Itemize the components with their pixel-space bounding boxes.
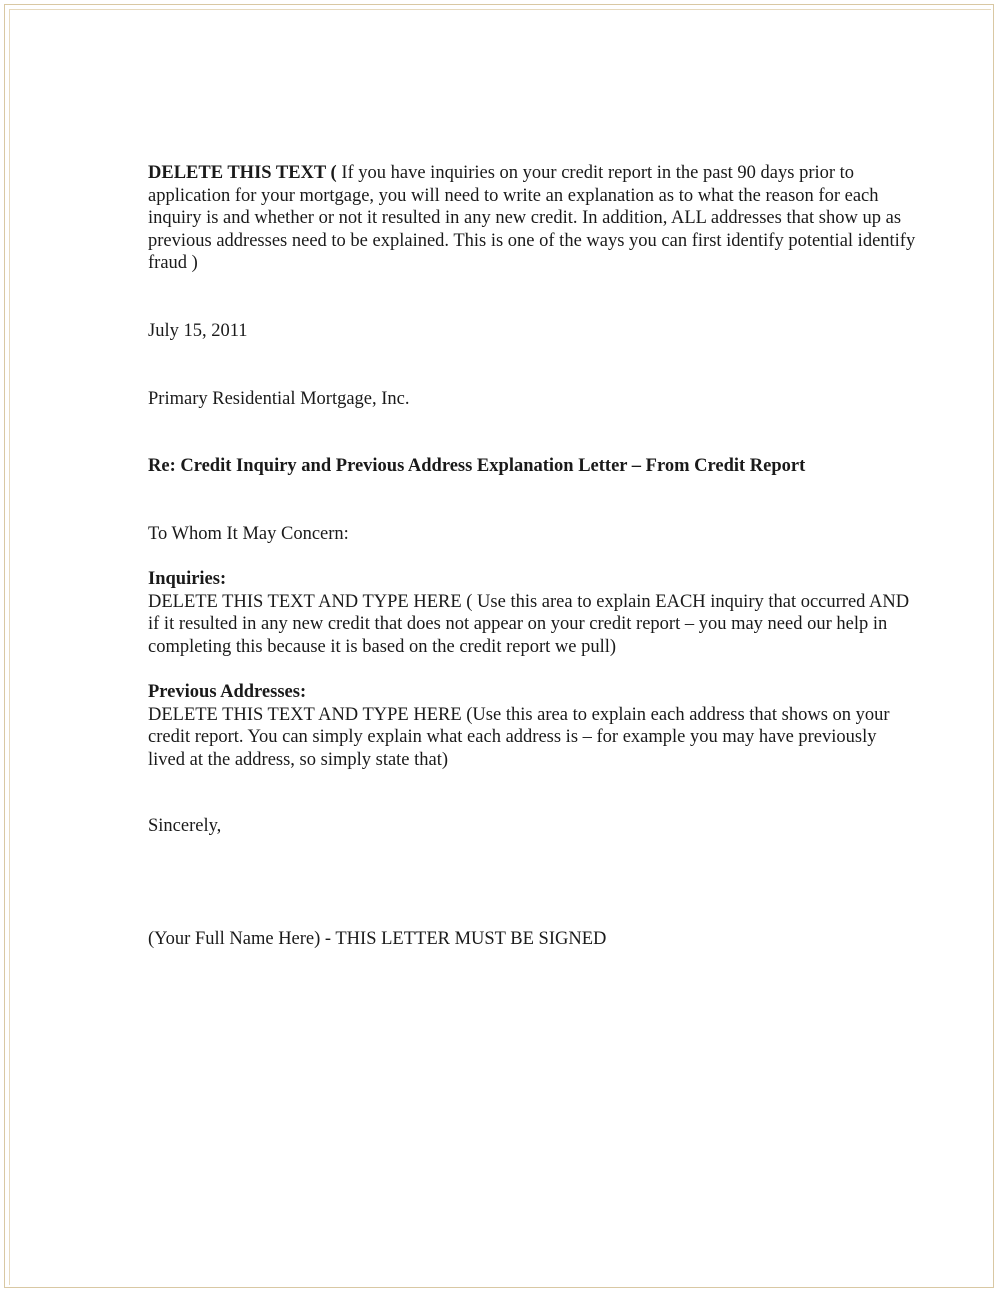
subject-text: Re: Credit Inquiry and Previous Address Explanation Letter – From Credit Report [148,456,806,476]
signature-text: (Your Full Name Here) - THIS LETTER MUST BE SIGNED [148,929,607,949]
salutation-text: To Whom It May Concern: [148,524,349,544]
letter-date [148,320,918,343]
inquiries-heading: Inquiries: [148,569,227,589]
previous-addresses-body: DELETE THIS TEXT AND TYPE HERE (Use this area to explain each address that shows on your credit report. You can simply explain what each address is – for example you may have previously lived at the address, so simply state that) [148,704,890,770]
signature-line [148,928,918,951]
letter-subject [148,455,918,478]
intro-paragraph [148,162,918,275]
previous-addresses-heading: Previous Addresses: [148,682,307,702]
intro-bold-lead: DELETE THIS TEXT ( [148,163,337,183]
closing-text: Sincerely, [148,816,222,836]
letter-recipient [148,388,918,411]
date-text: July 15, 2011 [148,321,248,341]
previous-addresses-section [148,681,918,771]
letter-salutation [148,523,918,546]
inquiries-body: DELETE THIS TEXT AND TYPE HERE ( Use this area to explain EACH inquiry that occurred AND if it resulted in any new credit that does not appear on your credit report – you may need our help in completing this because it is based on the credit report we pull) [148,591,910,657]
intro-text: If you have inquiries on your credit report in the past 90 days prior to application for your mortgage, you will need to write an explanation as to what the reason for each inquiry is and whether or not it resulted in any new credit. In addition, ALL addresses that show up as previous addresses need to be explained. This is one of the ways you can first identify potential identify fraud ) [148,163,916,274]
recipient-text: Primary Residential Mortgage, Inc. [148,389,410,409]
letter-closing [148,815,918,838]
inquiries-section [148,568,918,658]
